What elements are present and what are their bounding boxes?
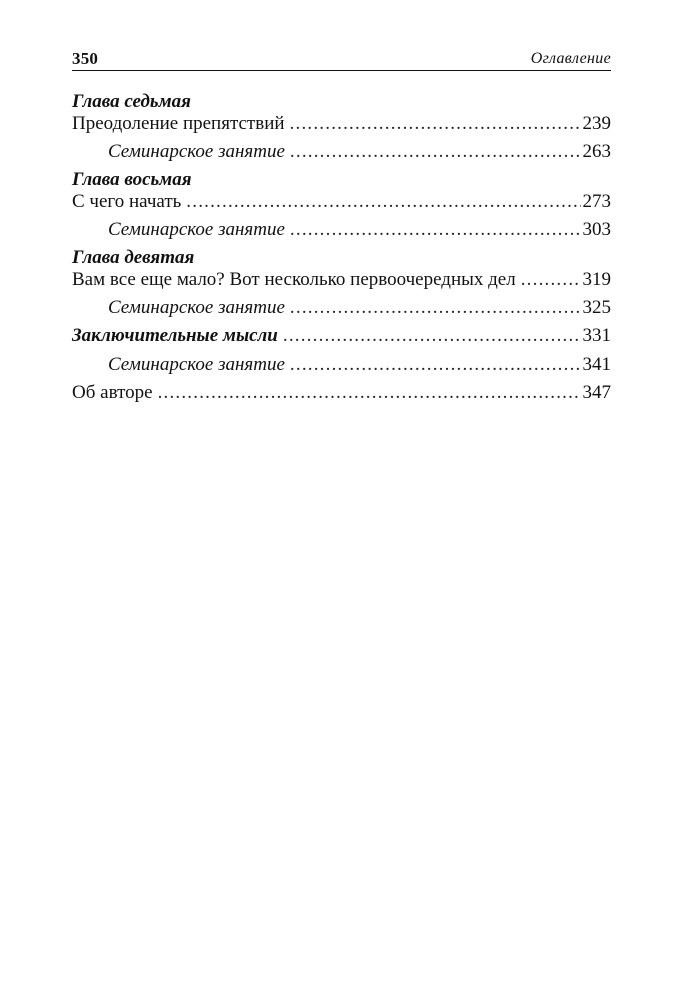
dot-leader xyxy=(290,112,581,136)
toc-entry-seminar-closing[interactable] xyxy=(72,353,611,381)
toc-entry-title: Вам все еще мало? Вот несколько первоочередных дел xyxy=(72,269,516,290)
toc-page-ref: 263 xyxy=(582,141,611,162)
chapter-heading-8: Глава восьмая xyxy=(72,169,192,190)
dot-leader xyxy=(290,140,581,164)
toc-entry-title: Семинарское занятие xyxy=(108,219,285,240)
dot-leader xyxy=(283,324,581,348)
toc-entry-closing-thoughts[interactable] xyxy=(72,324,611,353)
toc-entry-title: Семинарское занятие xyxy=(108,141,285,162)
toc-entry-where-to-start[interactable] xyxy=(72,190,611,218)
toc-page-ref: 325 xyxy=(582,297,611,318)
toc-entry-about-author[interactable] xyxy=(72,381,611,410)
dot-leader xyxy=(158,381,581,405)
toc-page-ref: 341 xyxy=(582,354,611,375)
toc-page-ref: 239 xyxy=(582,113,611,134)
toc-page-ref: 331 xyxy=(582,325,611,346)
dot-leader xyxy=(186,190,580,214)
toc-entry-seminar-7[interactable] xyxy=(72,140,611,170)
toc-entry-still-not-enough[interactable] xyxy=(72,268,611,296)
toc-entry-title: Преодоление препятствий xyxy=(72,113,285,134)
toc-entry-title: Семинарское занятие xyxy=(108,297,285,318)
toc-entry-title: С чего начать xyxy=(72,191,182,212)
chapter-heading-9: Глава девятая xyxy=(72,247,195,268)
toc-entry-seminar-8[interactable] xyxy=(72,218,611,248)
running-section-title: Оглавление xyxy=(530,50,611,67)
table-of-contents xyxy=(72,92,611,410)
toc-entry-title: Об авторе xyxy=(72,382,153,403)
toc-entry-seminar-9[interactable] xyxy=(72,296,611,324)
toc-page-ref: 273 xyxy=(582,191,611,212)
toc-entry-title: Заключительные мысли xyxy=(72,325,278,346)
toc-entry-overcoming-obstacles[interactable] xyxy=(72,112,611,140)
toc-page-ref: 347 xyxy=(582,382,611,403)
toc-page-ref: 319 xyxy=(582,269,611,290)
dot-leader xyxy=(290,296,581,320)
dot-leader xyxy=(290,218,581,242)
dot-leader xyxy=(290,353,581,377)
dot-leader xyxy=(521,268,581,292)
running-header xyxy=(72,48,611,71)
page-number: 350 xyxy=(72,49,99,68)
toc-entry-title: Семинарское занятие xyxy=(108,354,285,375)
toc-page-ref: 303 xyxy=(582,219,611,240)
chapter-heading-7: Глава седьмая xyxy=(72,91,191,112)
